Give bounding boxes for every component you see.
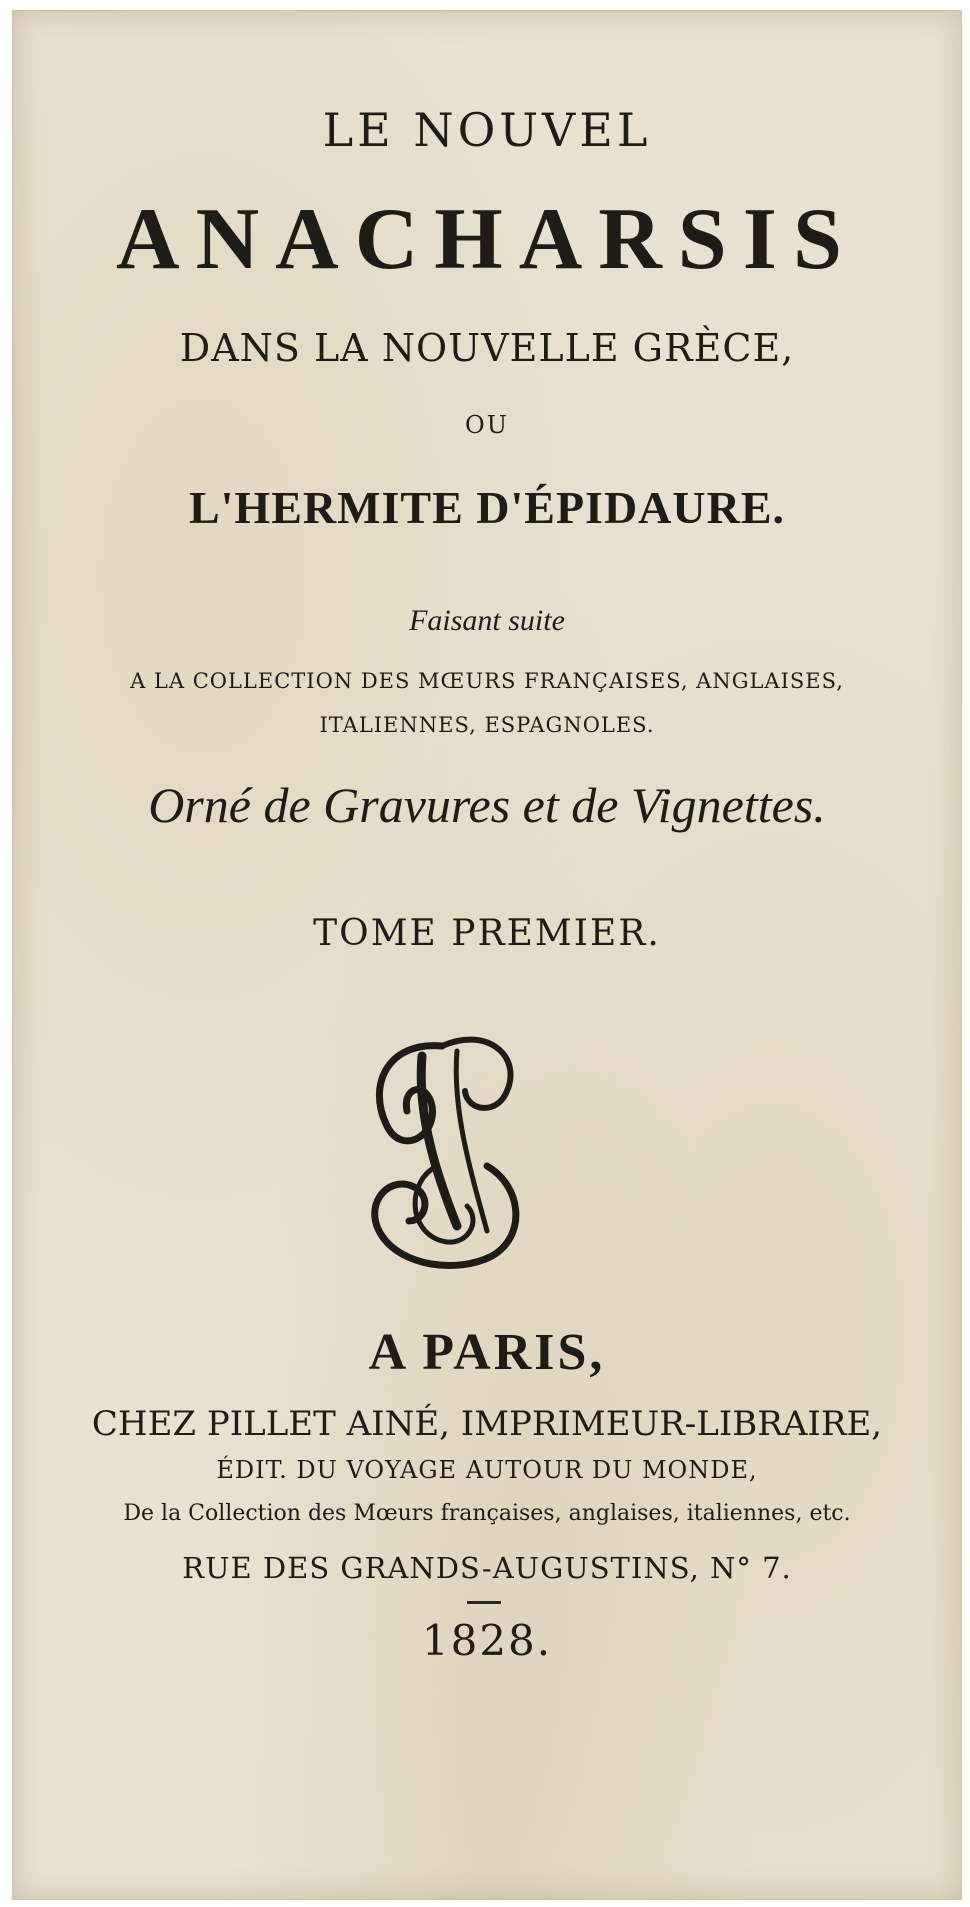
subtitle-faisant-suite: Faisant suite <box>409 604 565 637</box>
imprint-publisher: CHEZ PILLET AINÉ, IMPRIMEUR-LIBRAIRE, <box>91 1404 883 1444</box>
title-line-hermite: L'HERMITE D'ÉPIDAURE. <box>188 482 786 533</box>
subtitle-languages: ITALIENNES, ESPAGNOLES. <box>319 713 655 737</box>
imprint-city: A PARIS, <box>368 1324 606 1381</box>
title-main-anacharsis: ANACHARSIS <box>116 191 858 288</box>
subtitle-collection: A LA COLLECTION DES MŒURS FRANÇAISES, ANGLAISES, <box>130 669 844 693</box>
imprint-edit: ÉDIT. DU VOYAGE AUTOUR DU MONDE, <box>216 1456 758 1484</box>
divider-rule <box>467 1601 501 1604</box>
imprint-year: 1828. <box>421 1616 553 1665</box>
subtitle-orne-de-gravures: Orné de Gravures et de Vignettes. <box>148 777 826 833</box>
title-line-le-nouvel: LE NOUVEL <box>322 103 652 157</box>
imprint-collection: De la Collection des Mœurs françaises, anglaises, italiennes, etc. <box>123 1501 851 1526</box>
monogram-ornament <box>347 1016 547 1276</box>
title-page <box>12 10 962 1900</box>
title-line-dans-la-nouvelle-grece: DANS LA NOUVELLE GRÈCE, <box>179 326 795 370</box>
imprint-address: RUE DES GRANDS-AUGUSTINS, N° 7. <box>182 1551 792 1585</box>
volume-label: TOME PREMIER. <box>313 913 661 954</box>
title-line-ou: OU <box>465 411 509 439</box>
